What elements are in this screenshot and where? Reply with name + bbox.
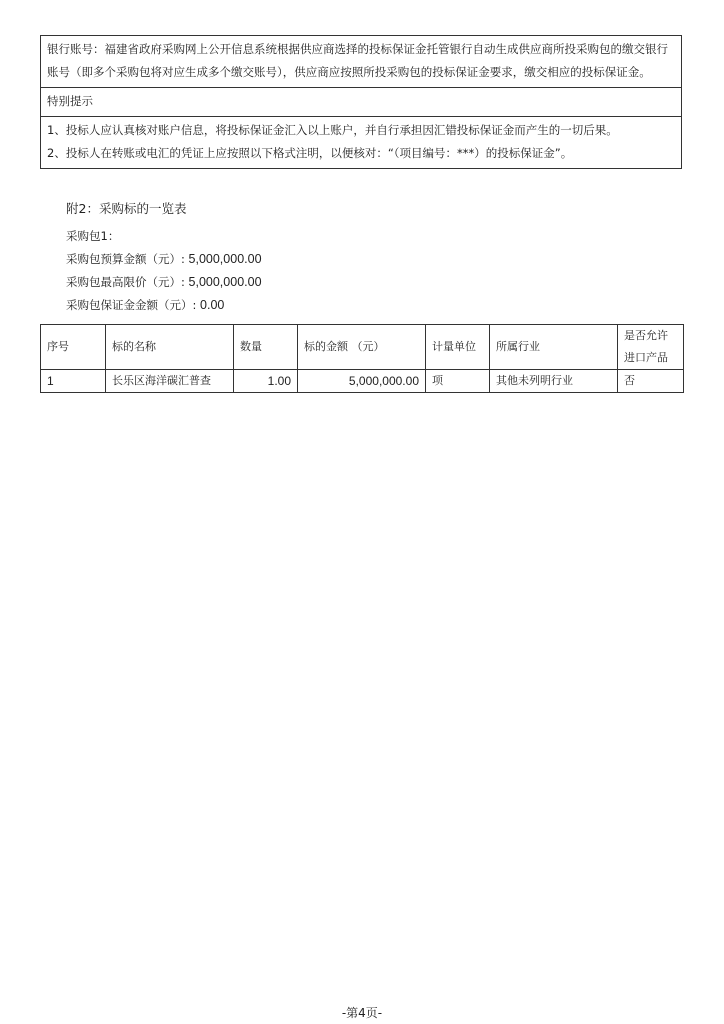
procurement-items-table xyxy=(40,324,684,393)
special-tips-heading: 特别提示 xyxy=(41,88,681,117)
header-seq: 序号 xyxy=(41,325,106,370)
package-budget-label: 采购包预算金额（元）: xyxy=(66,252,189,266)
cell-unit: 项 xyxy=(426,370,490,393)
cell-import: 否 xyxy=(618,370,684,393)
header-name: 标的名称 xyxy=(106,325,234,370)
cell-industry: 其他未列明行业 xyxy=(490,370,618,393)
header-import xyxy=(618,325,684,370)
package-deposit-label: 采购包保证金金额（元）: xyxy=(66,298,201,312)
bank-account-text: 银行账号：福建省政府采购网上公开信息系统根据供应商选择的投标保证金托管银行自动生成供应商所投采购包的缴交银行账号（即多个采购包将对应生成多个缴交账号），供应商应按照所投采购包的投标保证金要求，缴交相应的投标保证金。 xyxy=(41,36,681,88)
package-max-price-value: 5,000,000.00 xyxy=(188,275,262,289)
header-industry: 所属行业 xyxy=(490,325,618,370)
package-budget-value: 5,000,000.00 xyxy=(188,252,262,266)
package-deposit-value: 0.00 xyxy=(200,298,225,312)
table-row xyxy=(41,370,684,393)
bank-account-notice-box xyxy=(40,35,682,169)
attachment-title: 附2：采购标的一览表 xyxy=(66,201,187,216)
package-deposit xyxy=(66,297,224,313)
header-import-line1: 是否允许 xyxy=(624,329,668,342)
table-header-row xyxy=(41,325,684,370)
cell-seq: 1 xyxy=(41,370,106,393)
package-budget xyxy=(66,251,262,267)
cell-name: 长乐区海洋碳汇普查 xyxy=(106,370,234,393)
package-max-price xyxy=(66,274,262,290)
header-unit: 计量单位 xyxy=(426,325,490,370)
special-tip-2: 2、投标人在转账或电汇的凭证上应按照以下格式注明，以便核对：“（项目编号：***）的投标保证金”。 xyxy=(47,146,573,160)
cell-amount: 5,000,000.00 xyxy=(298,370,426,393)
page-number: -第4页- xyxy=(341,1006,383,1020)
special-tip-1: 1、投标人应认真核对账户信息，将投标保证金汇入以上账户，并自行承担因汇错投标保证金而产生的一切后果。 xyxy=(47,123,618,137)
special-tips-content xyxy=(41,117,681,168)
cell-qty: 1.00 xyxy=(234,370,298,393)
header-amount: 标的金额 （元） xyxy=(298,325,426,370)
header-import-line2: 进口产品 xyxy=(624,351,668,364)
package-name: 采购包1： xyxy=(66,229,120,243)
header-qty: 数量 xyxy=(234,325,298,370)
package-max-price-label: 采购包最高限价（元）: xyxy=(66,275,189,289)
